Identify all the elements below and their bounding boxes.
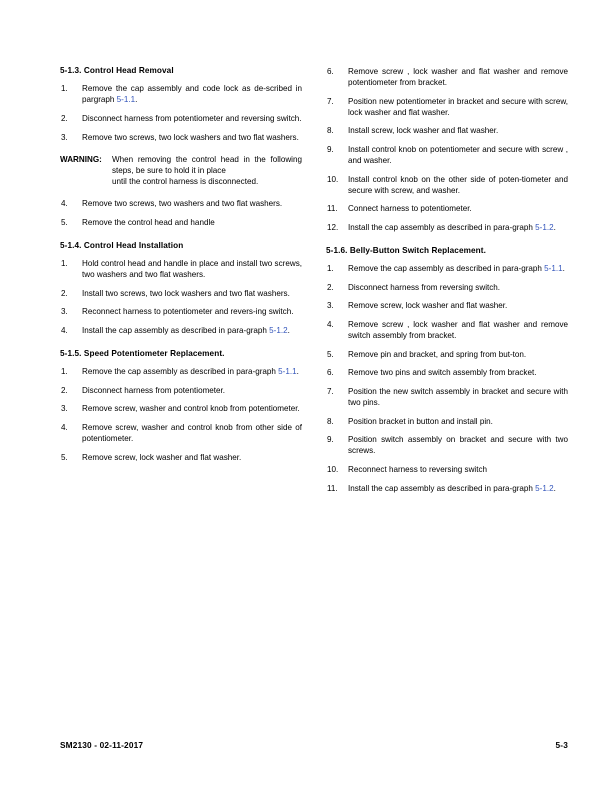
step-text-body: Remove the cap assembly and code lock as de-scribed in pargraph xyxy=(82,84,302,105)
step-text-tail: . xyxy=(287,325,290,335)
step-text xyxy=(82,422,302,444)
section-heading: 5-1.5. Speed Potentiometer Replacement. xyxy=(60,348,225,358)
warning-text-line-1: When removing the control head in the following steps, be sure to hold it in place xyxy=(112,154,302,175)
step-number: 9. xyxy=(327,435,334,445)
step-text xyxy=(348,434,568,456)
warning-text-line-2: until the control harness is disconnected. xyxy=(112,176,259,186)
step-number: 11. xyxy=(327,483,338,493)
procedure-step xyxy=(326,349,568,360)
step-number: 2. xyxy=(61,288,68,298)
step-text-body: Remove screw , lock washer and flat washer and remove switch assembly from bracket. xyxy=(348,320,568,341)
procedure-step xyxy=(60,452,302,463)
step-text xyxy=(82,83,302,105)
step-text-body: Remove screw, lock washer and flat washer. xyxy=(82,452,242,462)
step-text-body: Hold control head and handle in place and install two screws, two washers and two flat washers. xyxy=(82,258,302,279)
step-number: 1. xyxy=(327,264,334,274)
cross-reference-link[interactable]: 5-1.1 xyxy=(278,367,297,377)
step-text-body: Remove screw, washer and control knob from other side of potentiometer. xyxy=(82,422,302,443)
warning-text xyxy=(112,154,302,187)
step-text-body: Install two screws, two lock washers and two flat washers. xyxy=(82,288,290,298)
procedure-step xyxy=(326,367,568,378)
procedure-step xyxy=(326,300,568,311)
step-number: 3. xyxy=(61,307,68,317)
footer-page-number: 5-3 xyxy=(555,740,568,750)
step-text-body: Position the new switch assembly in bracket and secure with two pins. xyxy=(348,386,568,408)
cross-reference-link[interactable]: 5-1.2 xyxy=(269,325,288,335)
step-text-body: Remove two pins and switch assembly from bracket. xyxy=(348,368,537,378)
step-text-body: Reconnect harness to potentiometer and revers-ing switch. xyxy=(82,307,294,317)
step-text-body: Remove the cap assembly as described in para-graph xyxy=(82,367,279,377)
step-text-body: Position new potentiometer in bracket and secure with screw, lock washer and flat washer. xyxy=(348,96,568,117)
procedure-step xyxy=(60,132,302,143)
step-text xyxy=(348,300,568,311)
procedure-step xyxy=(326,416,568,427)
step-text xyxy=(348,125,568,136)
step-text xyxy=(348,203,568,214)
step-text xyxy=(348,349,568,360)
step-text xyxy=(82,366,302,377)
step-text xyxy=(82,217,302,228)
procedure-step xyxy=(60,325,302,336)
page-footer xyxy=(60,740,568,750)
procedure-step xyxy=(326,282,568,293)
section-heading: 5-1.6. Belly-Button Switch Replacement. xyxy=(326,246,486,256)
step-text xyxy=(82,113,302,124)
step-text-body: Install the cap assembly as described in para-graph xyxy=(82,325,270,335)
step-text-body: Reconnect harness to reversing switch xyxy=(348,464,488,474)
step-number: 12. xyxy=(327,222,339,232)
step-text-tail: . xyxy=(135,95,138,105)
warning-block xyxy=(60,154,302,187)
step-number: 5. xyxy=(61,217,68,227)
procedure-step xyxy=(60,288,302,299)
warning-label: WARNING: xyxy=(60,154,102,164)
cross-reference-link[interactable]: 5-1.1 xyxy=(116,95,136,105)
step-text xyxy=(82,258,302,280)
step-number: 8. xyxy=(327,126,334,136)
procedure-step xyxy=(326,144,568,166)
step-text xyxy=(348,416,568,427)
step-text-body: Connect harness to potentiometer. xyxy=(348,204,472,214)
step-text-body: Remove screw, lock washer and flat washer. xyxy=(348,301,508,311)
step-number: 10. xyxy=(327,464,339,474)
step-number: 1. xyxy=(61,258,68,268)
step-text xyxy=(82,385,302,396)
step-text-body: Disconnect harness from potentiometer and reversing switch. xyxy=(82,113,302,123)
section-heading: 5-1.3. Control Head Removal xyxy=(60,66,174,75)
step-text-body: Position bracket in button and install pin. xyxy=(348,416,493,426)
left-column xyxy=(60,66,302,501)
step-text-body: Install the cap assembly as described in para-graph xyxy=(348,483,536,493)
step-text-body: Install screw, lock washer and flat washer. xyxy=(348,126,499,136)
step-text-tail: . xyxy=(553,483,556,493)
step-number: 3. xyxy=(61,404,68,414)
step-text xyxy=(82,132,302,143)
procedure-step xyxy=(60,217,302,228)
procedure-step xyxy=(60,258,302,280)
step-number: 1. xyxy=(61,367,68,377)
step-number: 3. xyxy=(327,301,334,311)
step-text xyxy=(82,198,302,209)
procedure-step xyxy=(60,83,302,105)
procedure-step xyxy=(326,464,568,475)
step-number: 4. xyxy=(327,320,334,330)
procedure-step xyxy=(326,203,568,214)
procedure-step xyxy=(326,125,568,136)
step-number: 5. xyxy=(327,349,334,359)
step-text-body: Install the cap assembly as described in para-graph xyxy=(348,222,536,232)
procedure-step xyxy=(326,386,568,408)
step-text-body: Remove pin and bracket, and spring from but-ton. xyxy=(348,349,527,359)
step-text-tail: . xyxy=(296,367,299,377)
step-number: 6. xyxy=(327,368,334,378)
cross-reference-link[interactable]: 5-1.2 xyxy=(535,483,554,493)
procedure-step xyxy=(326,263,568,274)
procedure-step xyxy=(326,483,568,494)
section-heading: 5-1.4. Control Head Installation xyxy=(60,240,184,250)
cross-reference-link[interactable]: 5-1.1 xyxy=(544,264,563,274)
step-text-body: Remove the control head and handle xyxy=(82,217,215,227)
step-text xyxy=(348,144,568,166)
procedure-step xyxy=(326,319,568,341)
procedure-step xyxy=(326,222,568,233)
step-number: 4. xyxy=(61,198,68,208)
procedure-step xyxy=(326,434,568,456)
step-text-body: Remove two screws, two lock washers and two flat washers. xyxy=(82,132,299,142)
step-text xyxy=(348,367,568,378)
step-number: 9. xyxy=(327,144,334,154)
cross-reference-link[interactable]: 5-1.2 xyxy=(535,222,554,232)
footer-document-id: SM2130 - 02-11-2017 xyxy=(60,740,144,750)
step-text-body: Disconnect harness from reversing switch. xyxy=(348,282,501,292)
step-text-body: Remove two screws, two washers and two flat washers. xyxy=(82,198,283,208)
step-number: 11. xyxy=(327,204,338,214)
step-number: 7. xyxy=(327,96,334,106)
step-text xyxy=(82,325,302,336)
step-text xyxy=(348,319,568,341)
step-text xyxy=(348,464,568,475)
step-number: 3. xyxy=(61,132,68,142)
step-text-tail: . xyxy=(553,222,556,232)
step-text xyxy=(348,222,568,233)
step-number: 7. xyxy=(327,386,334,396)
step-number: 4. xyxy=(61,422,68,432)
procedure-step xyxy=(60,422,302,444)
step-text xyxy=(348,483,568,494)
step-text xyxy=(82,403,302,414)
procedure-step xyxy=(60,113,302,124)
step-text-body: Disconnect harness from potentiometer. xyxy=(82,385,226,395)
step-number: 2. xyxy=(61,113,68,123)
procedure-step xyxy=(326,66,568,88)
step-text xyxy=(348,263,568,274)
step-text-body: Install control knob on the other side of poten-tiometer and secure with screw, and washer. xyxy=(348,174,568,195)
step-text-body: Remove screw , lock washer and flat washer and remove potentiometer from bracket. xyxy=(348,67,568,88)
step-number: 8. xyxy=(327,416,334,426)
step-text xyxy=(348,174,568,196)
procedure-step xyxy=(60,306,302,317)
step-number: 2. xyxy=(327,282,334,292)
right-column xyxy=(326,66,568,501)
step-text-tail: . xyxy=(562,264,565,274)
step-number: 5. xyxy=(61,452,68,462)
step-text xyxy=(348,282,568,293)
step-text-body: Position switch assembly on bracket and secure with two screws. xyxy=(348,435,568,456)
procedure-step xyxy=(60,385,302,396)
step-text xyxy=(82,306,302,317)
step-text xyxy=(348,96,568,118)
step-number: 10. xyxy=(327,174,339,184)
step-text-body: Remove screw, washer and control knob from potentiometer. xyxy=(82,404,300,414)
step-text xyxy=(82,288,302,299)
step-number: 6. xyxy=(327,67,334,76)
procedure-step xyxy=(60,198,302,209)
step-text-body: Remove the cap assembly as described in para-graph xyxy=(348,264,545,274)
step-number: 2. xyxy=(61,385,68,395)
procedure-step xyxy=(326,174,568,196)
step-text xyxy=(348,386,568,408)
step-text xyxy=(348,66,568,88)
step-number: 1. xyxy=(61,84,68,94)
step-text-body: Install control knob on potentiometer and secure with screw , and washer. xyxy=(348,144,568,166)
procedure-step xyxy=(326,96,568,118)
procedure-step xyxy=(60,403,302,414)
two-column-body xyxy=(60,66,568,501)
step-number: 4. xyxy=(61,325,68,335)
step-text xyxy=(82,452,302,463)
procedure-step xyxy=(60,366,302,377)
